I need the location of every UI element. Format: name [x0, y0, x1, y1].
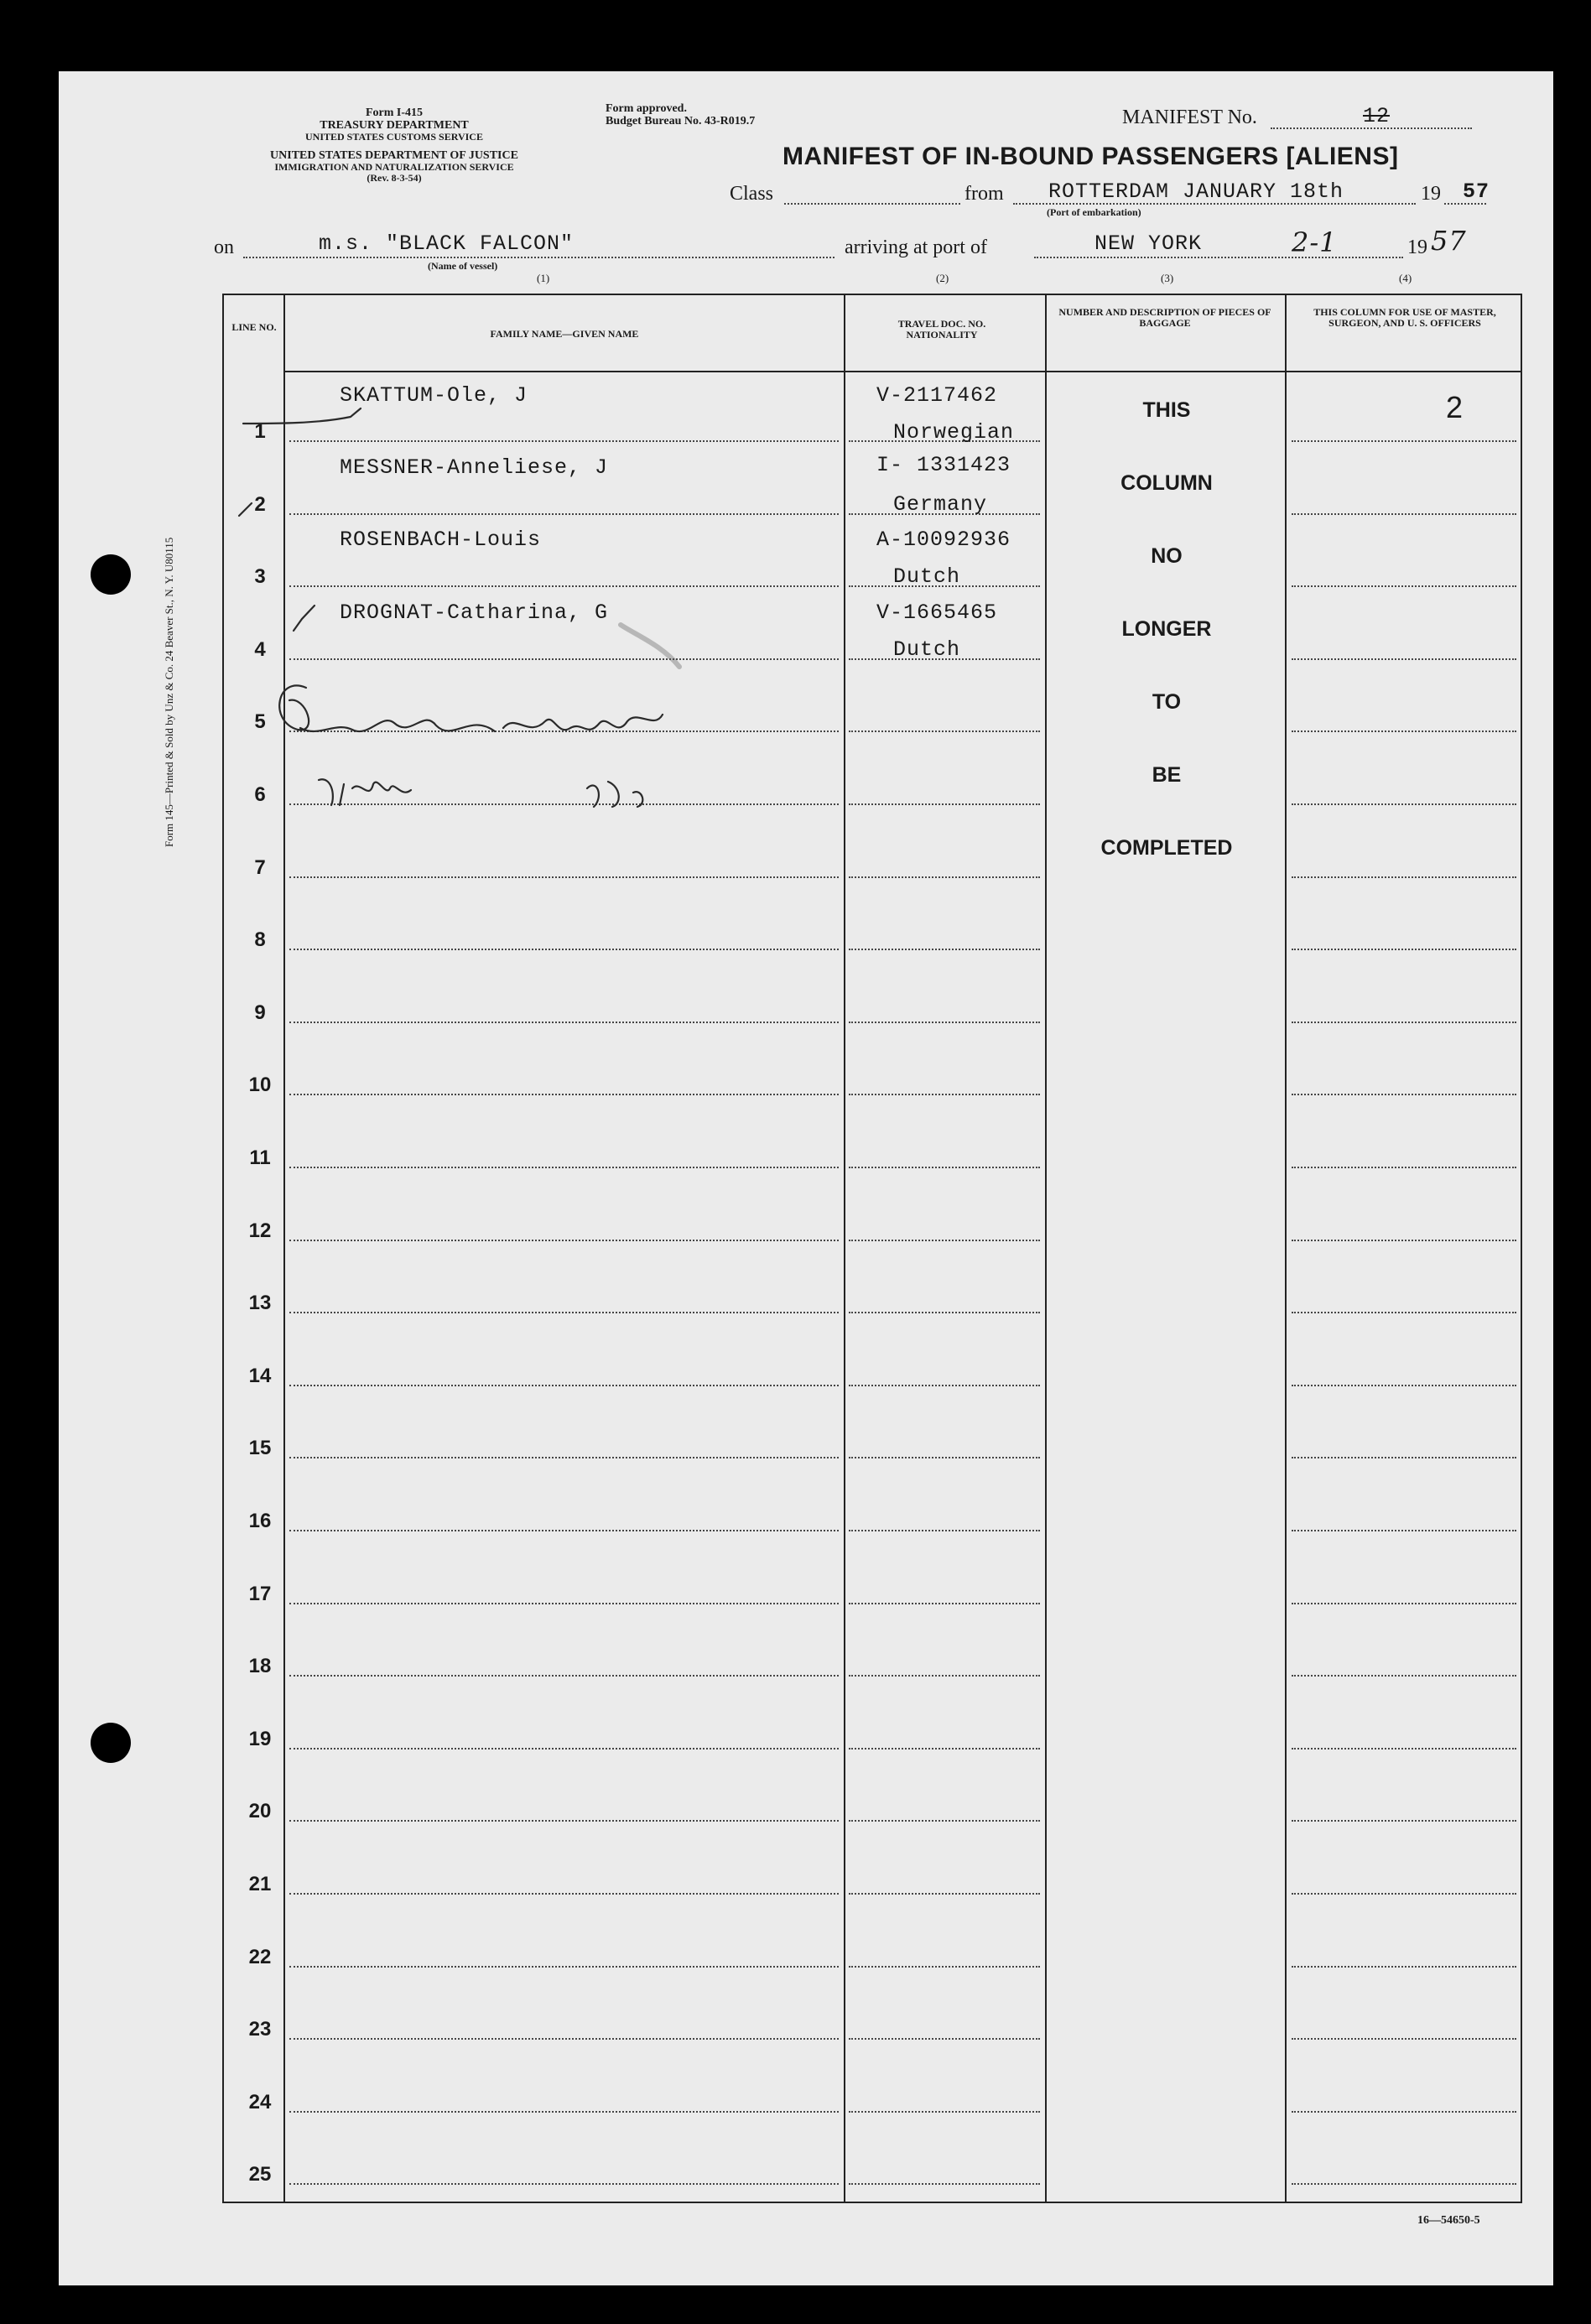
- revision-date: (Rev. 8-3-54): [367, 172, 422, 184]
- arrival-year-value: 57: [1431, 225, 1467, 257]
- notice-completed: COMPLETED: [1100, 836, 1233, 860]
- line-number: 16: [248, 1510, 272, 1532]
- vessel-caption: (Name of vessel): [428, 260, 498, 272]
- year-value: 57: [1463, 179, 1490, 204]
- column-number-1: (1): [537, 272, 550, 284]
- line-number: 20: [248, 1800, 272, 1823]
- passenger-doc-1: V-2117462: [876, 383, 998, 408]
- form-approved: Form approved.: [606, 102, 687, 115]
- passenger-name-4: DROGNAT-Catharina, G: [340, 600, 609, 625]
- line-number: 23: [248, 2018, 272, 2041]
- line-number: 18: [248, 1655, 272, 1678]
- from-label: from: [964, 183, 1004, 205]
- line-number: 5: [254, 710, 266, 734]
- notice-be: BE: [1152, 763, 1182, 787]
- header-baggage: NUMBER AND DESCRIPTION OF PIECES OF BAGGAGE: [1058, 306, 1271, 329]
- header-family-name: FAMILY NAME—GIVEN NAME: [490, 328, 639, 340]
- manifest-number-label: MANIFEST No.: [1122, 107, 1257, 128]
- line-number: 17: [248, 1582, 272, 1605]
- passenger-doc-2: I- 1331423: [876, 453, 1011, 477]
- notice-no: NO: [1151, 544, 1183, 568]
- officers-count: 2: [1446, 390, 1464, 424]
- passenger-doc-3: A-10092936: [876, 528, 1011, 552]
- arrival-year-prefix: 19: [1407, 237, 1427, 258]
- line-number: 13: [248, 1292, 272, 1315]
- footer-form-code: 16—54650-5: [1417, 2214, 1480, 2227]
- class-label: Class: [730, 183, 774, 205]
- year-prefix: 19: [1421, 183, 1441, 205]
- line-number: 8: [254, 928, 266, 952]
- notice-this: THIS: [1142, 398, 1191, 422]
- line-number: 14: [248, 1364, 272, 1387]
- header-officers: THIS COLUMN FOR USE OF MASTER, SURGEON, AND U. S. OFFICERS: [1313, 306, 1496, 329]
- line-number: 1: [254, 420, 266, 443]
- line-number: 15: [248, 1437, 272, 1460]
- line-number: 21: [248, 1873, 272, 1895]
- passenger-nationality-3: Dutch: [893, 564, 961, 589]
- notice-longer: LONGER: [1121, 617, 1212, 641]
- on-label: on: [214, 237, 234, 258]
- notice-column: COLUMN: [1120, 471, 1213, 495]
- arriving-label: arriving at port of: [845, 237, 987, 258]
- column-number-2: (2): [936, 272, 949, 284]
- passenger-name-1: SKATTUM-Ole, J: [340, 383, 528, 408]
- line-number: 10: [248, 1074, 272, 1097]
- side-print-credit: Form 145—Printed & Sold by Unz & Co. 24 Beaver St., N. Y. U80115: [163, 537, 175, 847]
- ins-service: IMMIGRATION AND NATURALIZATION SERVICE: [274, 161, 514, 173]
- notice-to: TO: [1152, 690, 1182, 714]
- header-travel-doc: TRAVEL DOC. NO. NATIONALITY: [897, 318, 986, 341]
- line-number: 22: [248, 1945, 272, 1968]
- line-number: 7: [254, 855, 266, 879]
- line-number: 4: [254, 637, 266, 661]
- port-caption: (Port of embarkation): [1047, 206, 1141, 218]
- arrival-date: 2-1: [1292, 226, 1338, 258]
- passenger-name-3: ROSENBACH-Louis: [340, 528, 542, 552]
- passenger-doc-4: V-1665465: [876, 600, 998, 625]
- department-of-justice: UNITED STATES DEPARTMENT OF JUSTICE: [270, 149, 518, 162]
- line-number: 3: [254, 565, 266, 589]
- passenger-nationality-1: Norwegian: [893, 420, 1015, 445]
- form-number: Form I-415: [365, 107, 424, 119]
- line-number: 25: [248, 2163, 272, 2186]
- header-line-no: LINE NO.: [231, 321, 277, 333]
- budget-bureau: Budget Bureau No. 43-R019.7: [606, 115, 756, 127]
- passenger-nationality-2: Germany: [893, 492, 988, 517]
- treasury-department: TREASURY DEPARTMENT: [320, 119, 469, 132]
- line-number: 19: [248, 1727, 272, 1750]
- column-number-3: (3): [1161, 272, 1174, 284]
- line-number: 2: [254, 492, 266, 516]
- manifest-number-value: 12: [1363, 104, 1391, 128]
- passenger-nationality-4: Dutch: [893, 637, 961, 662]
- port-of-embarkation: ROTTERDAM JANUARY 18th: [1048, 179, 1344, 204]
- customs-service: UNITED STATES CUSTOMS SERVICE: [305, 131, 483, 143]
- passenger-name-2: MESSNER-Anneliese, J: [340, 455, 609, 480]
- line-number: 9: [254, 1001, 266, 1024]
- manifest-title: MANIFEST OF IN-BOUND PASSENGERS [ALIENS]: [783, 143, 1399, 170]
- column-number-4: (4): [1399, 272, 1412, 284]
- line-number: 6: [254, 783, 266, 806]
- line-number: 24: [248, 2090, 272, 2113]
- line-number: 12: [248, 1219, 272, 1242]
- line-number: 11: [249, 1146, 271, 1169]
- vessel-name: m.s. "BLACK FALCON": [319, 231, 575, 256]
- arrival-port: NEW YORK: [1094, 231, 1203, 256]
